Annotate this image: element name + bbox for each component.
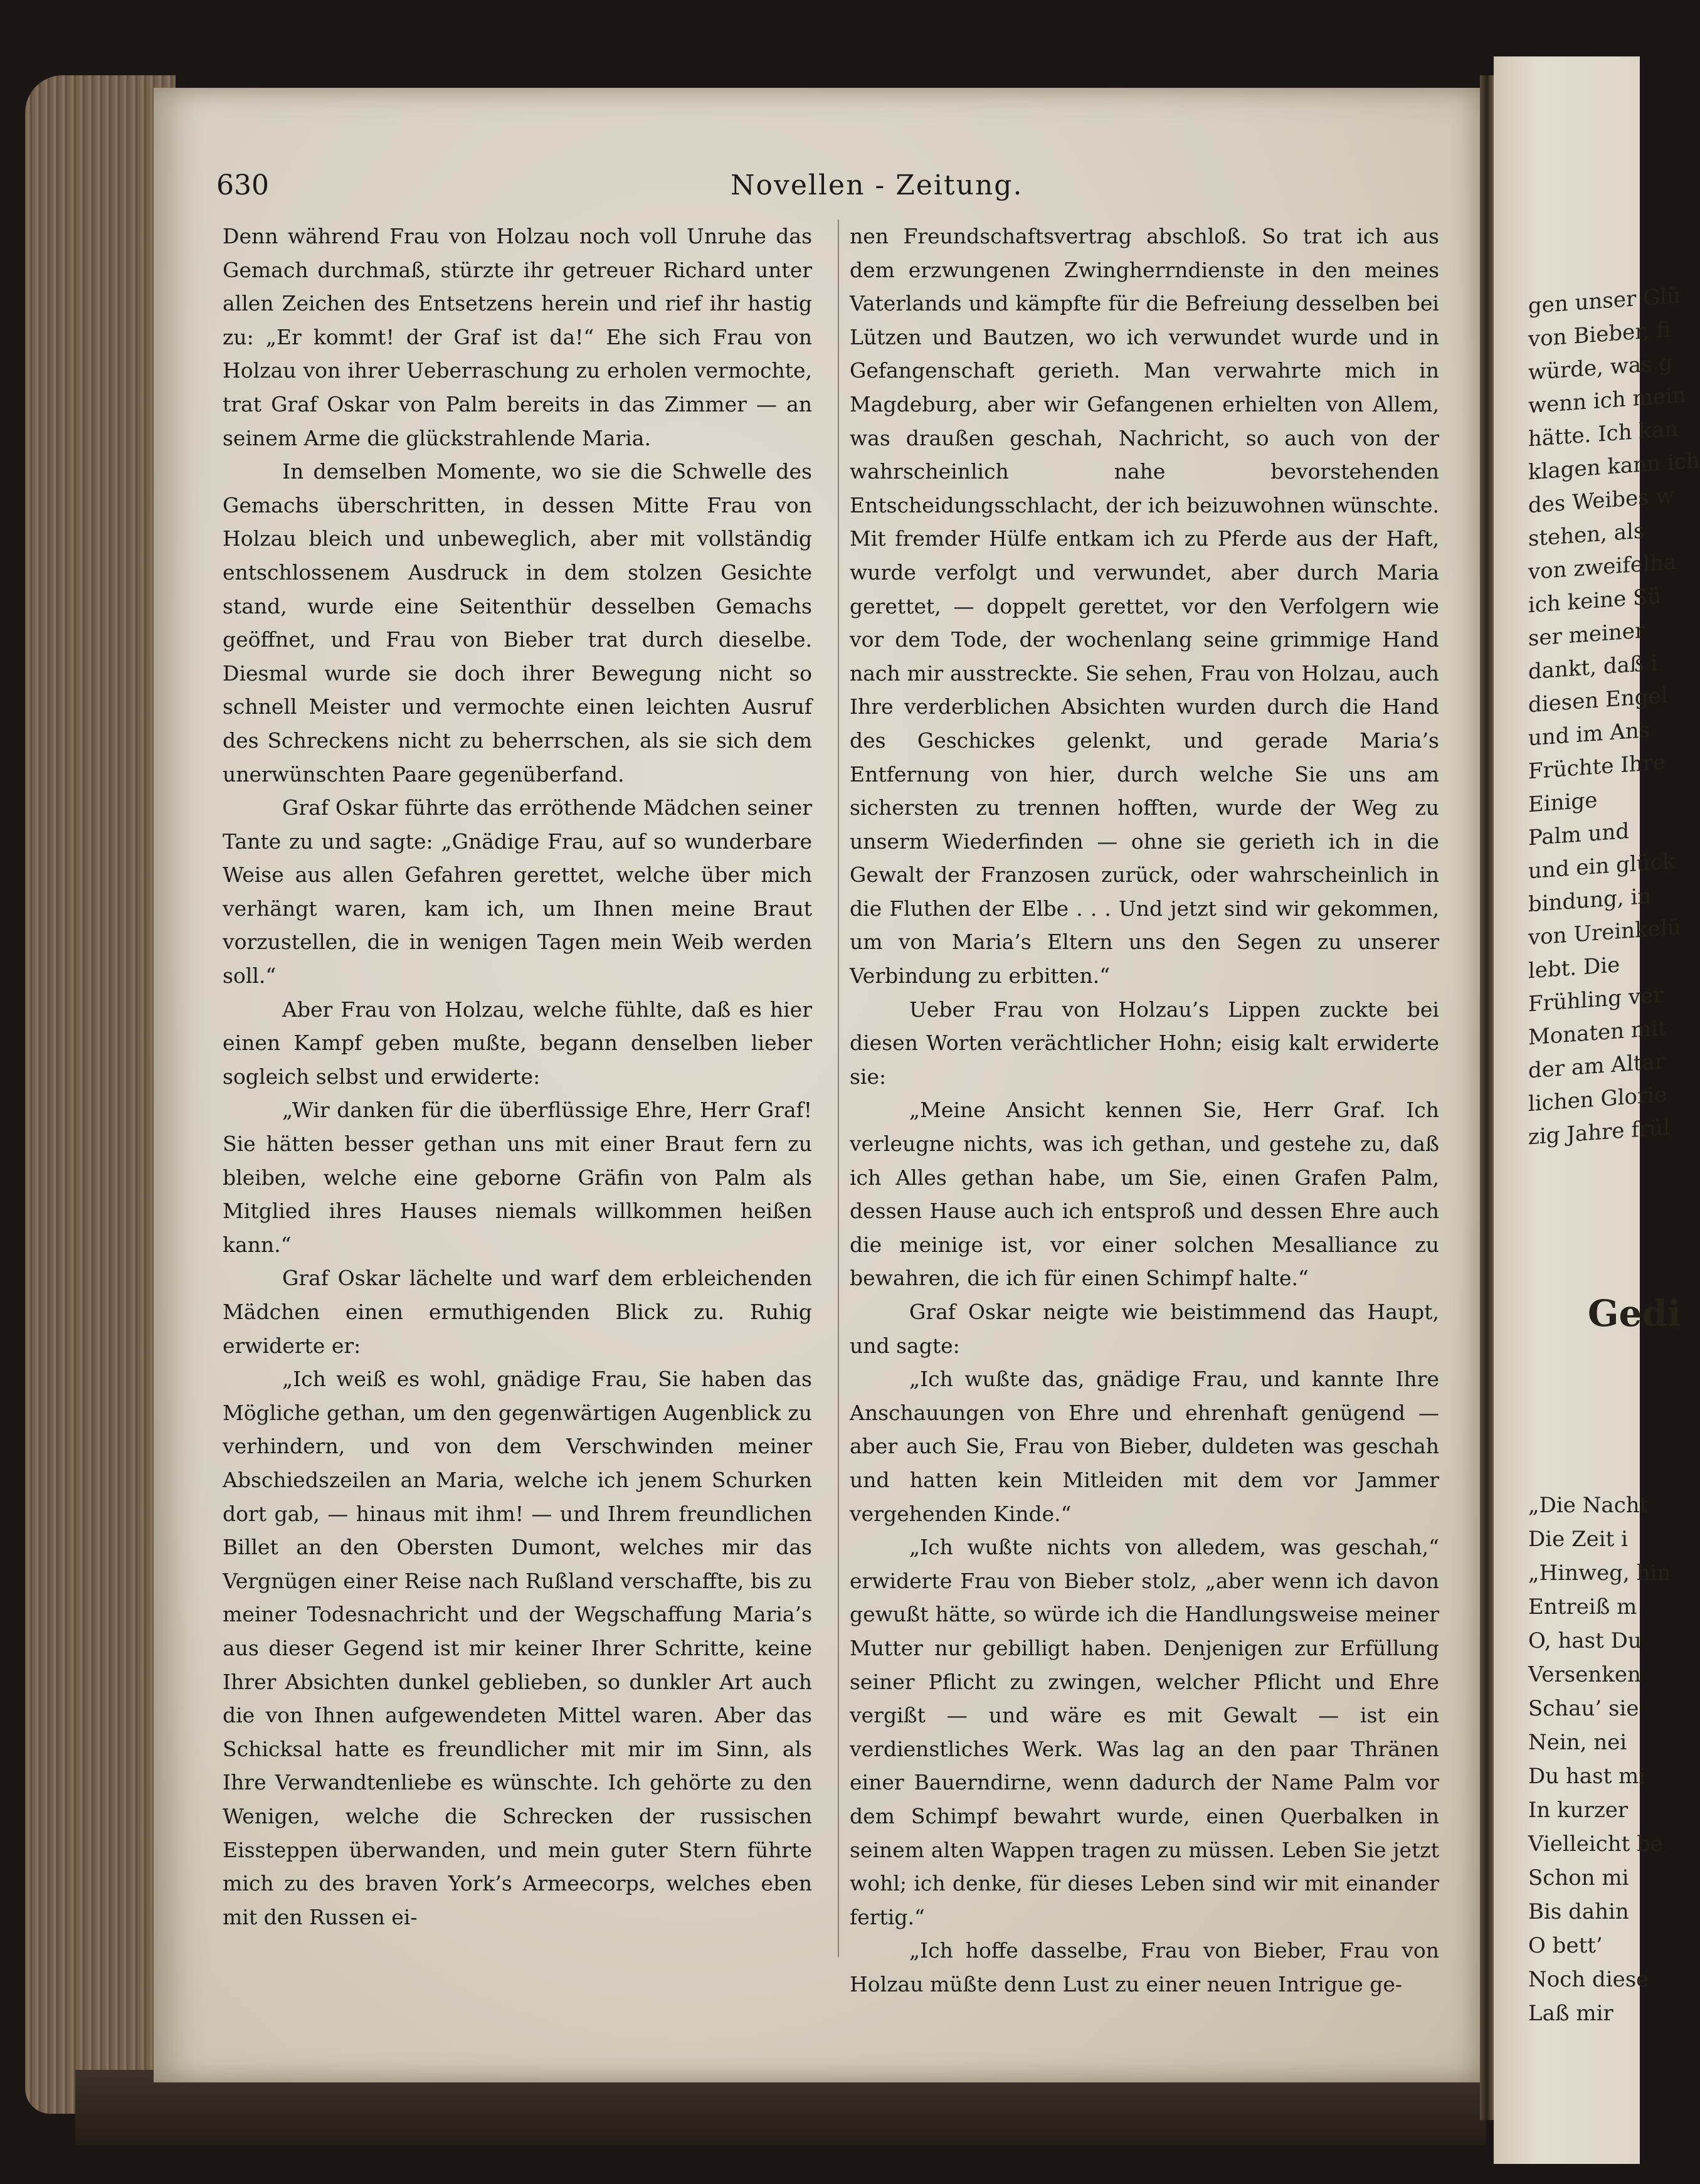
- facing-page-line: wenn ich mein: [1528, 382, 1686, 419]
- paragraph: „Wir danken für die überflüssige Ehre, Herr Graf! Sie hätten besser gethan uns mit einer Braut fern zu bleiben, welche eine geborne Gräfin von Palm als Mitglied ihres Hauses niemals willkommen heißen kann.“: [223, 1098, 812, 1257]
- facing-page-line: O, hast Du: [1528, 1628, 1642, 1653]
- facing-page-line: Entreiß m: [1528, 1594, 1637, 1619]
- facing-page-line: Die Zeit i: [1528, 1527, 1629, 1552]
- paragraph: nen Freundschaftsvertrag abschloß. So trat ich aus dem erzwungenen Zwingherrndienste in den meines Vaterlands und kämpfte für die Befreiung desselben bei Lützen und Bautzen, wo ich verwundet wurde und in Gefangenschaft gerieth. Man verwahrte mich in Magdeburg, aber wir Gefangenen erhielten von Allem, was draußen geschah, Nachricht, so auch von der wahrscheinlich nahe bevorstehenden Entscheidungsschlacht, der ich beizuwohnen wünschte. Mit fremder Hülfe entkam ich zu Pferde aus der Haft, wurde verfolgt und verwundet, aber durch Maria gerettet, — doppelt gerettet, vor den Verfolgern wie vor dem Tode, der wochenlang seine grimmige Hand nach mir ausstreckte. Sie sehen, Frau von Holzau, auch Ihre verderblichen Absichten wurden durch die Hand des Geschickes gelenkt, und gerade Maria’s Entfernung von hier, durch welche Sie uns am sichersten zu trennen hofften, wurde der Weg zu unserm Wiederfinden — ohne sie gerieth ich in die Gewalt der Franzosen zurück, oder wahrscheinlich in die Fluthen der Elbe . . . Und jetzt sind wir gekommen, um von Maria’s Eltern uns den Segen zu unserer Verbindung zu erbitten.“: [850, 224, 1439, 989]
- right-text-column: [850, 220, 1439, 2001]
- facing-page-line: zig Jahre frül: [1528, 1115, 1670, 1150]
- column-divider: [838, 220, 839, 1957]
- facing-page-line: Noch diese: [1528, 1967, 1649, 1992]
- paragraph: Graf Oskar lächelte und warf dem erbleichenden Mädchen einen ermuthigenden Blick zu. Ruhig erwiderte er:: [223, 1266, 812, 1358]
- running-head: [216, 169, 1452, 213]
- facing-page-line: und im Ans: [1528, 717, 1650, 751]
- facing-page-line: Nein, nei: [1528, 1730, 1627, 1755]
- paragraph: „Ich wußte das, gnädige Frau, und kannte Ihre Anschauungen von Ehre und ehrenhaft genügend — aber auch Sie, Frau von Bieber, duldeten was geschah und hatten kein Mitleiden mit dem vor Jammer vergehenden Kinde.“: [850, 1367, 1439, 1526]
- facing-page-line: klagen kann ich: [1528, 448, 1700, 485]
- facing-page-line: von Ureinkelü: [1528, 914, 1681, 951]
- facing-page-heading: Gedi: [1588, 1292, 1682, 1335]
- facing-page-line: hätte. Ich kan: [1528, 416, 1679, 452]
- facing-page-line: Monaten mit: [1528, 1015, 1667, 1051]
- facing-page-line: O bett’: [1528, 1933, 1603, 1958]
- paragraph: „Ich hoffe dasselbe, Frau von Bieber, Frau von Holzau müßte denn Lust zu einer neuen Intrigue ge-: [850, 1938, 1439, 1996]
- facing-page-line: „Die Nacht: [1528, 1493, 1649, 1518]
- facing-page-line: des Weibes w: [1528, 483, 1674, 519]
- facing-page-line: von Bieber, fi: [1528, 317, 1671, 353]
- facing-page-line: Palm und: [1528, 819, 1630, 851]
- facing-page-line: Laß mir: [1528, 2001, 1613, 2026]
- facing-page-line: würde, was g: [1528, 350, 1673, 386]
- facing-page-line: Du hast mi: [1528, 1764, 1646, 1789]
- facing-page-line: Vielleicht be: [1528, 1831, 1663, 1857]
- facing-page-line: von zweifelha: [1528, 549, 1677, 585]
- paragraph: Ueber Frau von Holzau’s Lippen zuckte bei diesen Worten verächtlicher Hohn; eisig kalt erwiderte sie:: [850, 997, 1439, 1089]
- facing-page-line: Schau’ sie: [1528, 1696, 1639, 1721]
- facing-page-line: Frühling ver: [1528, 982, 1664, 1017]
- paragraph: „Meine Ansicht kennen Sie, Herr Graf. Ich verleugne nichts, was ich gethan, und gestehe zu, daß ich Alles gethan habe, um Sie, einen Grafen Palm, dessen Hause auch ich entsproß und dessen Ehre auch die meinige ist, vor einer solchen Mesalliance zu bewahren, die ich für einen Schimpf halte.“: [850, 1098, 1439, 1291]
- paragraph: Graf Oskar neigte wie beistimmend das Haupt, und sagte:: [850, 1300, 1439, 1358]
- left-text-column: [223, 220, 812, 1934]
- facing-page-line: In kurzer: [1528, 1798, 1629, 1823]
- facing-page-line: lebt. Die: [1528, 952, 1620, 984]
- paragraph: „Ich wußte nichts von alledem, was geschah,“ erwiderte Frau von Bieber stolz, „aber wenn ich davon gewußt hätte, so würde ich die Handlungsweise meiner Mutter nur gebilligt haben. Denjenigen zur Erfüllung seiner Pflicht zu zwingen, welcher Pflicht und Ehre vergißt — und wäre es mit Gewalt — ist ein verdienstliches Werk. Was lag an den paar Thränen einer Bauerndirne, wenn dadurch der Name Palm vor dem Schimpf bewahrt wurde, einen Querbalken in seinem alten Wappen tragen zu müssen. Leben Sie jetzt wohl; ich denke, für dieses Leben sind wir mit einander fertig.“: [850, 1535, 1439, 1929]
- facing-page-line: Früchte Ihre: [1528, 750, 1666, 785]
- paragraph: Graf Oskar führte das erröthende Mädchen seiner Tante zu und sagte: „Gnädige Frau, auf so wunderbare Weise aus allen Gefahren gerettet, welche über mich verhängt waren, kam ich, um Ihnen meine Braut vorzustellen, die in wenigen Tagen mein Weib werden soll.“: [223, 795, 812, 989]
- facing-page-line: dankt, daß i: [1528, 650, 1658, 685]
- facing-page-line: lichen Glorie: [1528, 1081, 1667, 1117]
- facing-page-line: Bis dahin: [1528, 1899, 1629, 1924]
- facing-page-line: ich keine Sü: [1528, 583, 1662, 618]
- facing-page-line: „Hinweg, hin: [1528, 1561, 1671, 1586]
- facing-page-line: ser meiner: [1528, 618, 1645, 652]
- book-gutter: [1480, 75, 1494, 2120]
- paragraph: „Ich weiß es wohl, gnädige Frau, Sie haben das Mögliche gethan, um den gegenwärtigen Augenblick zu verhindern, und von dem Verschwinden meiner Abschiedszeilen an Maria, welche ich jenem Schurken dort gab, — hinaus mit ihm! — und Ihrem freundlichen Billet an den Obersten Dumont, welches mir das Vergnügen einer Reise nach Rußland verschaffte, bis zu meiner Todesnachricht und der Wegschaffung Maria’s aus dieser Gegend ist mir keiner Ihrer Schritte, keine Ihrer Absichten dunkel geblieben, so dunkler Art auch die von Ihnen aufgewendeten Mittel waren. Aber das Schicksal hatte es freundlicher mit mir im Sinn, als Ihre Verwandtenliebe es wünschte. Ich gehörte zu den Wenigen, welche die Schrecken der russischen Eissteppen überwanden, und mein guter Stern führte mich zu des braven York’s Armeecorps, welches eben mit den Russen ei-: [223, 1367, 812, 1929]
- facing-page-line: bindung, in: [1528, 883, 1652, 918]
- paragraph: In demselben Momente, wo sie die Schwelle des Gemachs überschritten, in dessen Mitte Frau von Holzau bleich und unbeweglich, aber mit vollständig entschlossenem Ausdruck in dem stolzen Gesichte stand, wurde eine Seitenthür desselben Gemachs geöffnet, und Frau von Bieber trat durch dieselbe. Diesmal wurde sie doch ihrer Bewegung nicht so schnell Meister und vermochte einen leichten Ausruf des Schreckens nicht zu beherrschen, als sie sich dem unerwünschten Paare gegenüberfand.: [223, 459, 812, 787]
- facing-page-line: stehen, als: [1528, 518, 1645, 552]
- journal-title: Novellen - Zeitung.: [731, 169, 1023, 201]
- paragraph: Denn während Frau von Holzau noch voll Unruhe das Gemach durchmaß, stürzte ihr getreuer Richard unter allen Zeichen des Entsetzens herein und rief ihr hastig zu: „Er kommt! der Graf ist da!“ Ehe sich Frau von Holzau von ihrer Ueberraschung zu erholen vermochte, trat Graf Oskar von Palm bereits in das Zimmer — an seinem Arme die glückstrahlende Maria.: [223, 224, 812, 450]
- facing-page: [1494, 56, 1700, 2164]
- facing-page-line: gen unser Glü: [1528, 283, 1681, 319]
- facing-page-line: diesen Engel: [1528, 682, 1668, 718]
- paragraph: Aber Frau von Holzau, welche fühlte, daß es hier einen Kampf geben mußte, begann denselben lieber sogleich selbst und erwiderte:: [223, 997, 812, 1089]
- book-page-edges: [25, 75, 176, 2114]
- facing-page-line: und ein glück: [1528, 849, 1676, 884]
- facing-page-line: Schon mi: [1528, 1865, 1629, 1890]
- facing-page-line: Versenken: [1528, 1662, 1641, 1687]
- facing-page-line: Einige: [1528, 787, 1598, 818]
- page-number: 630: [216, 169, 269, 201]
- facing-page-line: der am Altar: [1528, 1049, 1665, 1084]
